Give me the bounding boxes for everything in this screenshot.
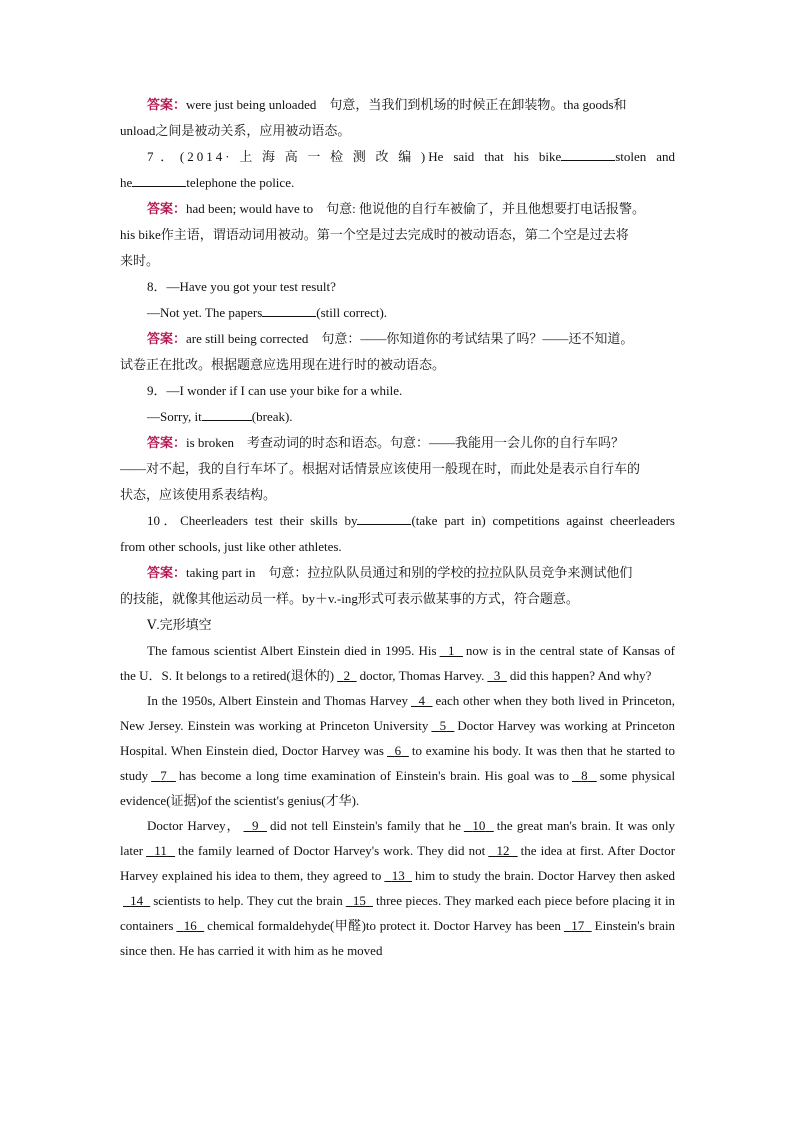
cloze-blank-5[interactable] [428,718,457,733]
cloze-blank-16[interactable] [173,918,207,933]
blank-number: 5 [439,718,447,733]
question-number: 9． [147,383,167,398]
q6-answer-cont [120,118,675,144]
section-heading-text: Ⅴ.完形填空 [147,617,212,632]
blank-number: 17 [571,918,585,933]
passage-text: to examine his body. It was then that he started to study [120,743,676,783]
question-8-line2 [120,300,675,326]
answer-explanation: ——对不起，我的自行车坏了。根据对话情景应该使用一般现在时，而此处是表示自行车的 [120,461,641,476]
passage-text: Einstein's brain since then. He has carried it with him as he moved [120,918,676,958]
answer-explanation: 句意：——你知道你的考试结果了吗？——还不知道。 [308,331,634,346]
question-text: stolen and [615,149,675,164]
cloze-blank-9[interactable] [241,818,270,833]
passage-text: the idea at first. After Doctor Harvey explained his idea to them, they agreed to [120,843,676,883]
cloze-paragraph-3 [120,813,675,963]
passage-text: three pieces. They marked each piece before placing it in containers [120,893,676,933]
answer-explanation: 来时。 [120,253,160,268]
answer-keys: had been; would have to [186,201,314,216]
passage-text: him to study the brain. Doctor Harvey then asked [415,868,676,883]
question-number: 8． [147,279,167,294]
question-9 [120,378,675,404]
question-text: —Not yet. The papers [147,305,263,320]
passage-text: some physical evidence(证据)of the scientist's genius(才华). [120,768,676,808]
passage-text: now is in the central state of Kansas of the U．S. It belongs to a retired(退休的) [120,643,675,683]
q9-answer [120,430,675,456]
cloze-paragraph-2 [120,688,675,813]
question-text: He said that his bike [428,149,562,164]
cloze-blank-1[interactable] [437,643,466,658]
blank-number: 7 [160,768,167,783]
question-text: Cheerleaders test their skills by [180,513,358,528]
question-text: (break). [251,409,293,424]
fill-blank[interactable] [561,145,615,161]
question-7 [120,144,675,170]
answer-label: 答案： [147,565,187,580]
cloze-blank-17[interactable] [561,918,595,933]
answer-explanation: 试卷正在批改。根据题意应选用现在进行时的被动语态。 [120,357,446,372]
answer-explanation: 考查动词的时态和语态。句意：——我能用一会儿你的自行车吗？ [234,435,625,450]
passage-text: did this happen? And why? [509,668,652,683]
document-page [120,92,675,963]
cloze-blank-7[interactable] [148,768,179,783]
cloze-blank-2[interactable] [334,668,360,683]
question-number: 7． [147,149,180,164]
fill-blank[interactable] [262,301,316,317]
blank-number: 16 [183,918,197,933]
q6-answer [120,92,675,118]
passage-text: each other when they both lived in Princeton, New Jersey. Einstein was working at Princeton University [120,693,675,733]
cloze-blank-8[interactable] [569,768,600,783]
cloze-blank-11[interactable] [143,843,178,858]
blank-number: 1 [448,643,455,658]
answer-label: 答案： [147,435,187,450]
passage-text: did not tell Einstein's family that he [269,818,461,833]
q10-answer-cont [120,586,675,612]
answer-keys: taking part in [186,565,256,580]
answer-keys: is broken [186,435,235,450]
question-text: —Sorry, it [147,409,202,424]
cloze-paragraph-1 [120,638,675,688]
cloze-blank-15[interactable] [343,893,376,908]
question-10 [120,508,675,534]
answer-explanation: 的技能，就像其他运动员一样。by＋v.-ing形式可表示做某事的方式，符合题意。 [120,591,579,606]
blank-number: 8 [581,768,588,783]
passage-text: the great man's brain. It was only later [120,818,676,858]
blank-number: 3 [493,668,501,683]
question-7-cont [120,170,675,196]
cloze-blank-14[interactable] [120,893,153,908]
section-heading [120,612,675,638]
question-text: telephone the police. [186,175,295,190]
question-source: (2014·上海高一检测改编) [179,149,429,164]
passage-text: The famous scientist Albert Einstein died in 1995. His [147,643,437,658]
q9-answer-cont [120,482,675,508]
cloze-blank-4[interactable] [408,693,435,708]
question-text: —Have you got your test result? [166,279,336,294]
blank-number: 14 [130,893,144,908]
passage-text: has become a long time examination of Einstein's brain. His goal was to [178,768,570,783]
q7-answer [120,196,675,222]
answer-explanation: unload之间是被动关系，应用被动语态。 [120,123,351,138]
answer-explanation: 句意，当我们到机场的时候正在卸装物。tha goods和 [316,97,627,112]
answer-keys: were just being unloaded [186,97,317,112]
question-text: —I wonder if I can use your bike for a while. [166,383,403,398]
answer-explanation: 句意: 他说他的自行车被偷了，并且他想要打电话报警。 [313,201,645,216]
blank-number: 6 [394,743,402,758]
blank-number: 12 [496,843,510,858]
blank-number: 2 [343,668,351,683]
q10-answer [120,560,675,586]
blank-number: 4 [418,693,425,708]
question-9-line2 [120,404,675,430]
q7-answer-cont [120,222,675,248]
question-text: he [120,175,133,190]
fill-blank[interactable] [357,509,411,525]
q8-answer-cont [120,352,675,378]
answer-explanation: 句意：拉拉队队员通过和别的学校的拉拉队队员竞争来测试他们 [255,565,633,580]
q8-answer [120,326,675,352]
passage-text: Doctor Harvey， [147,818,241,833]
fill-blank[interactable] [132,171,186,187]
cloze-blank-3[interactable] [484,668,510,683]
passage-text: In the 1950s, Albert Einstein and Thomas Harvey [147,693,408,708]
cloze-blank-6[interactable] [384,743,412,758]
answer-label: 答案： [147,331,187,346]
answer-label: 答案： [147,97,187,112]
passage-text: Doctor Harvey was working at Princeton Hospital. When Einstein died, Doctor Harvey was [120,718,676,758]
answer-label: 答案： [147,201,187,216]
answer-keys: are still being corrected [186,331,309,346]
blank-number: 9 [252,818,259,833]
question-10-cont [120,534,675,560]
blank-number: 15 [352,893,366,908]
passage-text: chemical formaldehyde(甲醛)to protect it. Doctor Harvey has been [207,918,561,933]
cloze-blank-12[interactable] [485,843,520,858]
answer-explanation: 状态，应该使用系表结构。 [120,487,277,502]
question-text: (still correct). [316,305,388,320]
question-text: from other schools, just like other athletes. [120,539,342,554]
passage-text: scientists to help. They cut the brain [153,893,343,908]
question-text: (take part in) competitions against cheerleaders [411,513,675,528]
fill-blank[interactable] [202,405,252,421]
answer-explanation: his bike作主语，谓语动词用被动。第一个空是过去完成时的被动语态，第二个空是过去将 [120,227,629,242]
q9-answer-cont [120,456,675,482]
blank-number: 13 [391,868,405,883]
cloze-blank-13[interactable] [381,868,415,883]
question-8 [120,274,675,300]
cloze-passage [120,638,675,963]
question-number: 10． [147,513,181,528]
passage-text: doctor, Thomas Harvey. [359,668,485,683]
passage-text: the family learned of Doctor Harvey's work. They did not [178,843,486,858]
blank-number: 11 [154,843,167,858]
q7-answer-cont [120,248,675,274]
cloze-blank-10[interactable] [461,818,497,833]
blank-number: 10 [472,818,486,833]
